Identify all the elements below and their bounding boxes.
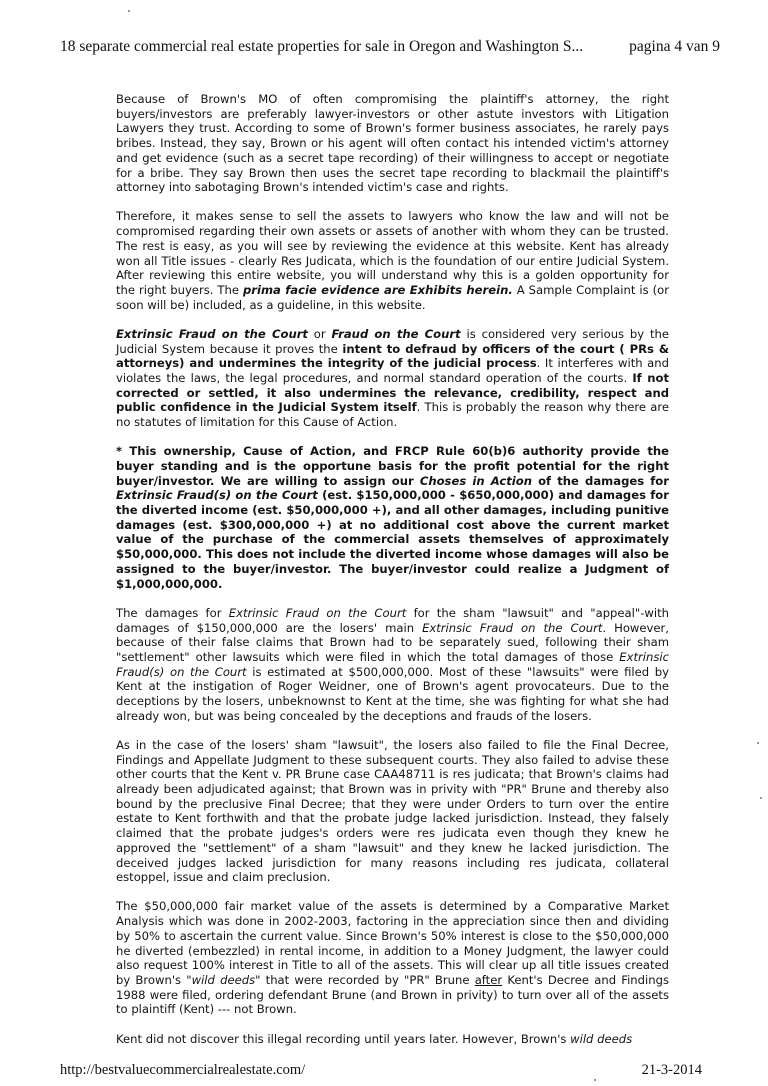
paragraph-5 [116,606,669,724]
text-run: Kent's Decree and Findings 1988 were filed, ordering defendant Brune (and Brown in privity) to turn over all of the assets to plaintiff (Kent) --- not Brown. [116,972,669,1017]
text-run: Extrinsic Fraud(s) on the Court [116,649,669,679]
text-run: Therefore, it makes sense to sell the assets to lawyers who know the law and will not be compromised regarding their own assets or assets of another with whom they can be trusted. The rest is easy, as you will see by reviewing the evidence at this website. Kent has already won all Title issues - clearly Res Judicata, which is the foundation of our entire Judicial System. After reviewing this entire website, you will understand why this is a golden opportunity for the right buyers. The [116,209,669,297]
text-run: (est. $150,000,000 - $650,000,000) and damages for the diverted income (est. $50,000,000 +), and all other damages, including punitive damages (est. $300,000,000 +) at no additional cost above the current market value of the purchase of the commercial assets themselves of approximately $50,000,000. This does not include the diverted income whose damages will also be assigned to the buyer/investor. The buyer/investor could realize a Judgment of $1,000,000,000. [116,488,669,591]
text-run: If not corrected or settled, it also undermines the relevance, credibility, respect and public confidence in the Judicial System itself [116,370,669,415]
text-run: " that were recorded by "PR" Brune [255,972,475,987]
paragraph-2 [116,209,669,312]
text-run: As in the case of the losers' sham "lawsuit", the losers also failed to file the Final Decree, Findings and Appellate Judgment to these subsequent courts. They also failed to advise these other courts that the Kent v. PR Brune case CAA48711 is res judicata; that Brown's claims had already been adjudicated against; that Brown was in privity with "PR" Brune and thereby also bound by the preclusive Final Decree; that they were under Orders to turn over the entire estate to Kent forthwith and that the probate judge lacked jurisdiction. Instead, they falsely claimed that the probate judges's orders were res judicata even though they knew he approved the "settlement" of a sham "lawsuit" and they knew he lacked jurisdiction. The deceived judges lacked jurisdiction for many reasons including res judicata, collateral estoppel, issue and claim preclusion. [116,737,669,885]
text-run: A Sample Complaint is (or soon will be) included, as a guideline, in this website. [116,282,670,312]
scan-speck [594,1079,596,1081]
text-run: or [307,326,332,341]
paragraph-1 [116,92,669,195]
text-run: Kent did not discover this illegal recording until years later. However, Brown's [116,1031,571,1046]
text-run: Extrinsic Fraud on the Court [116,326,308,341]
scan-speck [757,742,759,744]
text-run: The damages for [116,605,229,620]
text-run: * This ownership, Cause of Action, and FRCP Rule 60(b)6 authority provide the buyer standing and is the opportune basis for the profit potential for the right buyer/investor. We are willing to assign our [116,444,669,488]
document-body [116,92,669,1061]
text-run: prima facie evidence are Exhibits herein. [242,282,513,297]
paragraph-6 [116,738,669,885]
text-run: . This is probably the reason why there are no statutes of limitation for this Cause of Action. [116,400,669,430]
paragraph-7 [116,899,669,1017]
scan-speck [128,10,130,12]
text-run: wild deeds [570,1031,633,1046]
text-run: . However, because of their false claims that Brown had to be separately sued, following their sham "settlement" other lawsuits which were filed in which the total damages of those [116,620,669,664]
text-run: after [474,972,503,987]
text-run: Fraud on the Court [331,326,461,341]
text-run: . It interferes with and violates the laws, the legal procedures, and normal standard operation of the courts. [116,356,669,385]
footer-date: 21-3-2014 [641,1062,702,1078]
text-run: intent to defraud by officers of the court ( PRs & attorneys) and undermines the integrity of the judicial process [116,341,669,371]
text-run: Extrinsic Fraud on the Court [422,620,603,635]
footer-url: http://bestvaluecommercialrealestate.com/ [60,1062,306,1078]
text-run: is estimated at $500,000,000. Most of these "lawsuits" were filed by Kent at the instigation of Roger Weidner, one of Brown's agent provocateurs. Due to the deceptions by the losers, unbeknownst to Kent at the time, she was fighting for what she had already won, but was being concealed by the deceptions and frauds of the losers. [116,664,669,723]
page-number: pagina 4 van 9 [629,38,720,55]
text-run: Extrinsic Fraud(s) on the Court [116,488,318,503]
text-run: of the damages for [531,473,669,488]
text-run: Choses in Action [419,473,532,488]
paragraph-4 [116,444,669,591]
text-run: Because of Brown's MO of often compromising the plaintiff's attorney, the right buyers/investors are preferably lawyer-investors or other astute investors with Litigation Lawyers they trust. According to some of Brown's former business associates, he rarely pays bribes. Instead, they say, Brown or his agent will often contact his intended victim's attorney and get evidence (such as a secret tape recording) of their willingness to accept or negotiate for a bribe. They say Brown then uses the secret tape recording to blackmail the plaintiff's attorney into sabotaging Brown's intended victim's case and rights. [116,92,669,195]
text-run: wild deeds [191,972,256,987]
text-run: The $50,000,000 fair market value of the assets is determined by a Comparative Market Analysis which was done in 2002-2003, factoring in the appreciation since then and dividing by 50% to ascertain the current value. Since Brown's 50% interest is close to the $50,000,000 he diverted (embezzled) in rental income, in addition to a Money Judgment, the lawyer could also request 100% interest in Title to all of the assets. This will clear up all title issues created by Brown's " [116,899,669,987]
document-title: 18 separate commercial real estate properties for sale in Oregon and Washington S... [60,38,584,55]
paragraph-8 [116,1032,669,1047]
paragraph-3 [116,327,669,430]
text-run: Extrinsic Fraud on the Court [228,605,407,620]
text-run: for the sham "lawsuit" and "appeal"-with damages of $150,000,000 are the losers' main [116,605,669,635]
page-header [60,38,720,56]
text-run: is considered very serious by the Judicial System because it proves the [116,326,669,356]
scan-speck [760,797,762,799]
page-footer [60,1062,702,1079]
